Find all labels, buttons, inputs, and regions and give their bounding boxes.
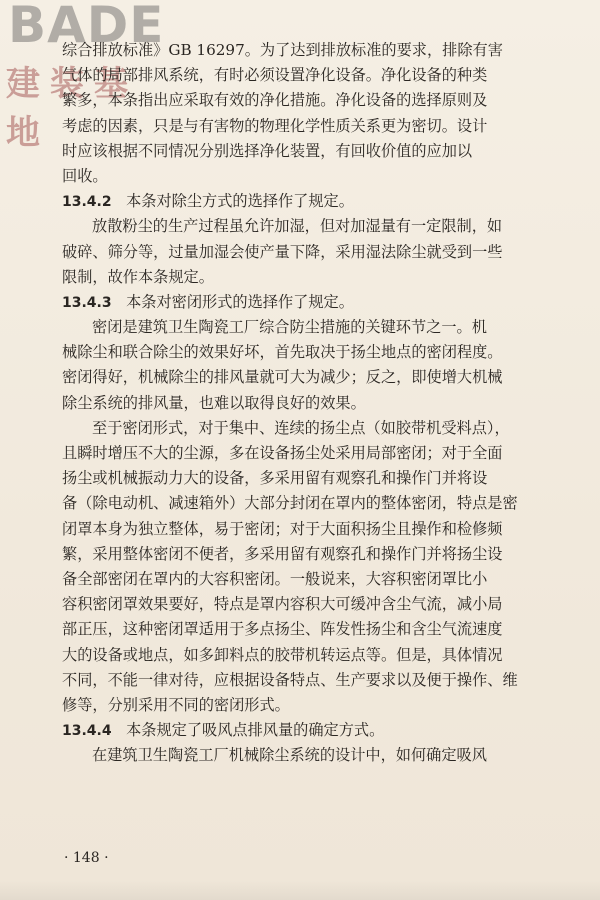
text-line: 限制，故作本条规定。 [62, 267, 214, 286]
text-line: 综合排放标准》GB 16297。为了达到排放标准的要求，排除有害 [62, 41, 503, 59]
section-heading-13-4-4 [62, 718, 562, 743]
text-line: 闭罩本身为独立整体，易于密闭；对于大面积扬尘且操作和检修频 [62, 519, 503, 538]
text-line: 械除尘和联合除尘的效果好坏，首先取决于扬尘地点的密闭程度。 [62, 343, 503, 362]
text-line: 至于密闭形式，对于集中、连续的扬尘点（如胶带机受料点）， [92, 418, 510, 437]
text-line: 气体的局部排风系统，有时必须设置净化设备。净化设备的种类 [62, 66, 488, 85]
text-line: 考虑的因素，只是与有害物的物理化学性质关系更为密切。设计 [62, 116, 488, 135]
page-number: · 148 · [64, 850, 109, 866]
text-line: 除尘系统的排风量，也难以取得良好的效果。 [62, 393, 366, 412]
section-number: 13.4.4 [62, 723, 112, 740]
text-line: 繁，采用整体密闭不便者，多采用留有观察孔和操作门并将扬尘设 [62, 544, 503, 563]
body-text [62, 38, 562, 768]
text-line: 密闭是建筑卫生陶瓷工厂综合防尘措施的关键环节之一。机 [92, 318, 487, 337]
text-line: 回收。 [62, 166, 108, 185]
text-line: 修等，分别采用不同的密闭形式。 [62, 695, 290, 714]
text-line: 在建筑卫生陶瓷工厂机械除尘系统的设计中，如何确定吸风 [92, 746, 487, 765]
section-title: 本条对除尘方式的选择作了规定。 [126, 192, 354, 211]
text-line: 部正压，这种密闭罩适用于多点扬尘、阵发性扬尘和含尘气流速度 [62, 620, 503, 639]
section-title: 本条对密闭形式的选择作了规定。 [126, 292, 354, 311]
text-line: 备（除电动机、减速箱外）大部分封闭在罩内的整体密闭，特点是密 [62, 494, 518, 513]
text-line: 繁多，本条指出应采取有效的净化措施。净化设备的选择原则及 [62, 91, 488, 110]
section-number: 13.4.2 [62, 194, 112, 211]
page-bottom-shadow [0, 880, 600, 900]
text-line: 备全部密闭在罩内的大容积密闭。一般说来，大容积密闭罩比小 [62, 569, 488, 588]
text-line: 且瞬时增压不大的尘源，多在设备扬尘处采用局部密闭；对于全面 [62, 444, 503, 462]
text-line: 密闭得好，机械除尘的排风量就可大为减少；反之，即使增大机械 [62, 368, 503, 387]
section-heading-13-4-3 [62, 290, 562, 315]
text-line: 容积密闭罩效果要好，特点是罩内容积大可缓冲含尘气流，减小局 [62, 595, 503, 614]
text-line: 放散粉尘的生产过程虽允许加湿，但对加湿量有一定限制，如 [92, 217, 503, 236]
text-line: 不同，不能一律对待，应根据设备特点、生产要求以及便于操作、维 [62, 670, 518, 689]
text-line: 时应该根据不同情况分别选择净化装置，有回收价值的应加以 [62, 141, 473, 160]
section-number: 13.4.3 [62, 294, 112, 311]
watermark-logo-text: BADE [8, 0, 165, 54]
text-line: 大的设备或地点，如多卸料点的胶带机转运点等。但是，具体情况 [62, 645, 503, 664]
text-line: 破碎、筛分等，过量加湿会使产量下降，采用湿法除尘就受到一些 [62, 242, 503, 261]
text-line: 扬尘或机械振动力大的设备，多采用留有观察孔和操作门并将设 [62, 469, 488, 488]
section-title: 本条规定了吸风点排风量的确定方式。 [126, 721, 385, 740]
section-heading-13-4-2 [62, 189, 562, 214]
watermark-subtitle: 建装基地 [6, 64, 138, 153]
